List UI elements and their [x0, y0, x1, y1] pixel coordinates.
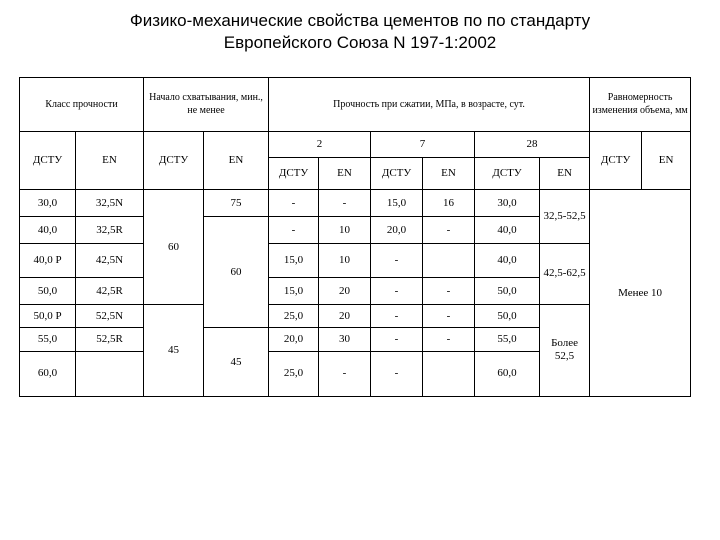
- setting-en-cell: 45: [204, 328, 269, 397]
- header-soundness-dstu: ДСТУ: [590, 131, 642, 190]
- s28-dstu-cell: 50,0: [475, 304, 540, 328]
- s2-en-cell: 20: [319, 278, 371, 305]
- s2-en-cell: 10: [319, 243, 371, 277]
- header-age-7: 7: [371, 131, 475, 158]
- s2-en-cell: 10: [319, 217, 371, 244]
- s28-en-cell: 42,5-62,5: [540, 243, 590, 304]
- soundness-cell: Менее 10: [590, 190, 691, 397]
- class-dstu-cell: 40,0: [20, 217, 76, 244]
- s7-en-cell: -: [423, 217, 475, 244]
- header-age-28-dstu: ДСТУ: [475, 158, 540, 190]
- setting-en-cell: 75: [204, 190, 269, 217]
- header-age-7-dstu: ДСТУ: [371, 158, 423, 190]
- s2-en-cell: 30: [319, 328, 371, 352]
- header-setting-en: EN: [204, 131, 269, 190]
- class-en-cell: 32,5R: [76, 217, 144, 244]
- header-age-2: 2: [269, 131, 371, 158]
- header-age-2-en: EN: [319, 158, 371, 190]
- s2-en-cell: -: [319, 190, 371, 217]
- header-setting-start: Начало схватывания, мин., не менее: [144, 78, 269, 132]
- setting-en-cell: 60: [204, 217, 269, 328]
- s2-dstu-cell: -: [269, 217, 319, 244]
- s2-dstu-cell: 25,0: [269, 304, 319, 328]
- class-dstu-cell: 60,0: [20, 351, 76, 396]
- s28-dstu-cell: 60,0: [475, 351, 540, 396]
- header-age-28: 28: [475, 131, 590, 158]
- header-class-en: EN: [76, 131, 144, 190]
- class-en-cell: 42,5N: [76, 243, 144, 277]
- s7-en-cell: -: [423, 278, 475, 305]
- s7-dstu-cell: -: [371, 278, 423, 305]
- header-compressive-strength: Прочность при сжатии, МПа, в возрасте, сут.: [269, 78, 590, 132]
- class-dstu-cell: 40,0 Р: [20, 243, 76, 277]
- s28-dstu-cell: 40,0: [475, 243, 540, 277]
- s28-dstu-cell: 50,0: [475, 278, 540, 305]
- class-en-cell: 52,5N: [76, 304, 144, 328]
- header-soundness: Равномерность изменения объема, мм: [590, 78, 691, 132]
- header-setting-dstu: ДСТУ: [144, 131, 204, 190]
- header-age-7-en: EN: [423, 158, 475, 190]
- header-row-1: [20, 78, 691, 132]
- header-soundness-en: EN: [642, 131, 691, 190]
- s2-dstu-cell: 20,0: [269, 328, 319, 352]
- s7-dstu-cell: 15,0: [371, 190, 423, 217]
- header-age-28-en: EN: [540, 158, 590, 190]
- s7-en-cell: -: [423, 328, 475, 352]
- s7-en-cell: [423, 351, 475, 396]
- s28-en-cell: 32,5-52,5: [540, 190, 590, 244]
- class-dstu-cell: 50,0: [20, 278, 76, 305]
- s28-dstu-cell: 55,0: [475, 328, 540, 352]
- s2-en-cell: 20: [319, 304, 371, 328]
- s7-en-cell: 16: [423, 190, 475, 217]
- s28-en-cell: Более 52,5: [540, 304, 590, 396]
- class-en-cell: 32,5N: [76, 190, 144, 217]
- class-dstu-cell: 30,0: [20, 190, 76, 217]
- header-class-dstu: ДСТУ: [20, 131, 76, 190]
- s2-dstu-cell: 25,0: [269, 351, 319, 396]
- class-en-cell: [76, 351, 144, 396]
- class-en-cell: 42,5R: [76, 278, 144, 305]
- properties-table: [19, 77, 691, 397]
- s28-dstu-cell: 30,0: [475, 190, 540, 217]
- s7-dstu-cell: -: [371, 304, 423, 328]
- setting-dstu-cell: 45: [144, 304, 204, 396]
- title-line-2: Европейского Союза N 197-1:2002: [223, 33, 497, 52]
- s2-dstu-cell: 15,0: [269, 278, 319, 305]
- s7-en-cell: [423, 243, 475, 277]
- s7-dstu-cell: 20,0: [371, 217, 423, 244]
- s2-dstu-cell: -: [269, 190, 319, 217]
- class-dstu-cell: 55,0: [20, 328, 76, 352]
- s7-dstu-cell: -: [371, 328, 423, 352]
- s7-dstu-cell: -: [371, 243, 423, 277]
- s2-dstu-cell: 15,0: [269, 243, 319, 277]
- s7-dstu-cell: -: [371, 351, 423, 396]
- setting-dstu-cell: 60: [144, 190, 204, 305]
- s28-dstu-cell: 40,0: [475, 217, 540, 244]
- header-age-2-dstu: ДСТУ: [269, 158, 319, 190]
- document-title: [60, 10, 660, 54]
- class-dstu-cell: 50,0 Р: [20, 304, 76, 328]
- s2-en-cell: -: [319, 351, 371, 396]
- header-row-2: [20, 131, 691, 158]
- class-en-cell: 52,5R: [76, 328, 144, 352]
- table-row: [20, 190, 691, 217]
- s7-en-cell: -: [423, 304, 475, 328]
- title-line-1: Физико-механические свойства цементов по по стандарту: [129, 11, 591, 30]
- header-strength-class: Класс прочности: [20, 78, 144, 132]
